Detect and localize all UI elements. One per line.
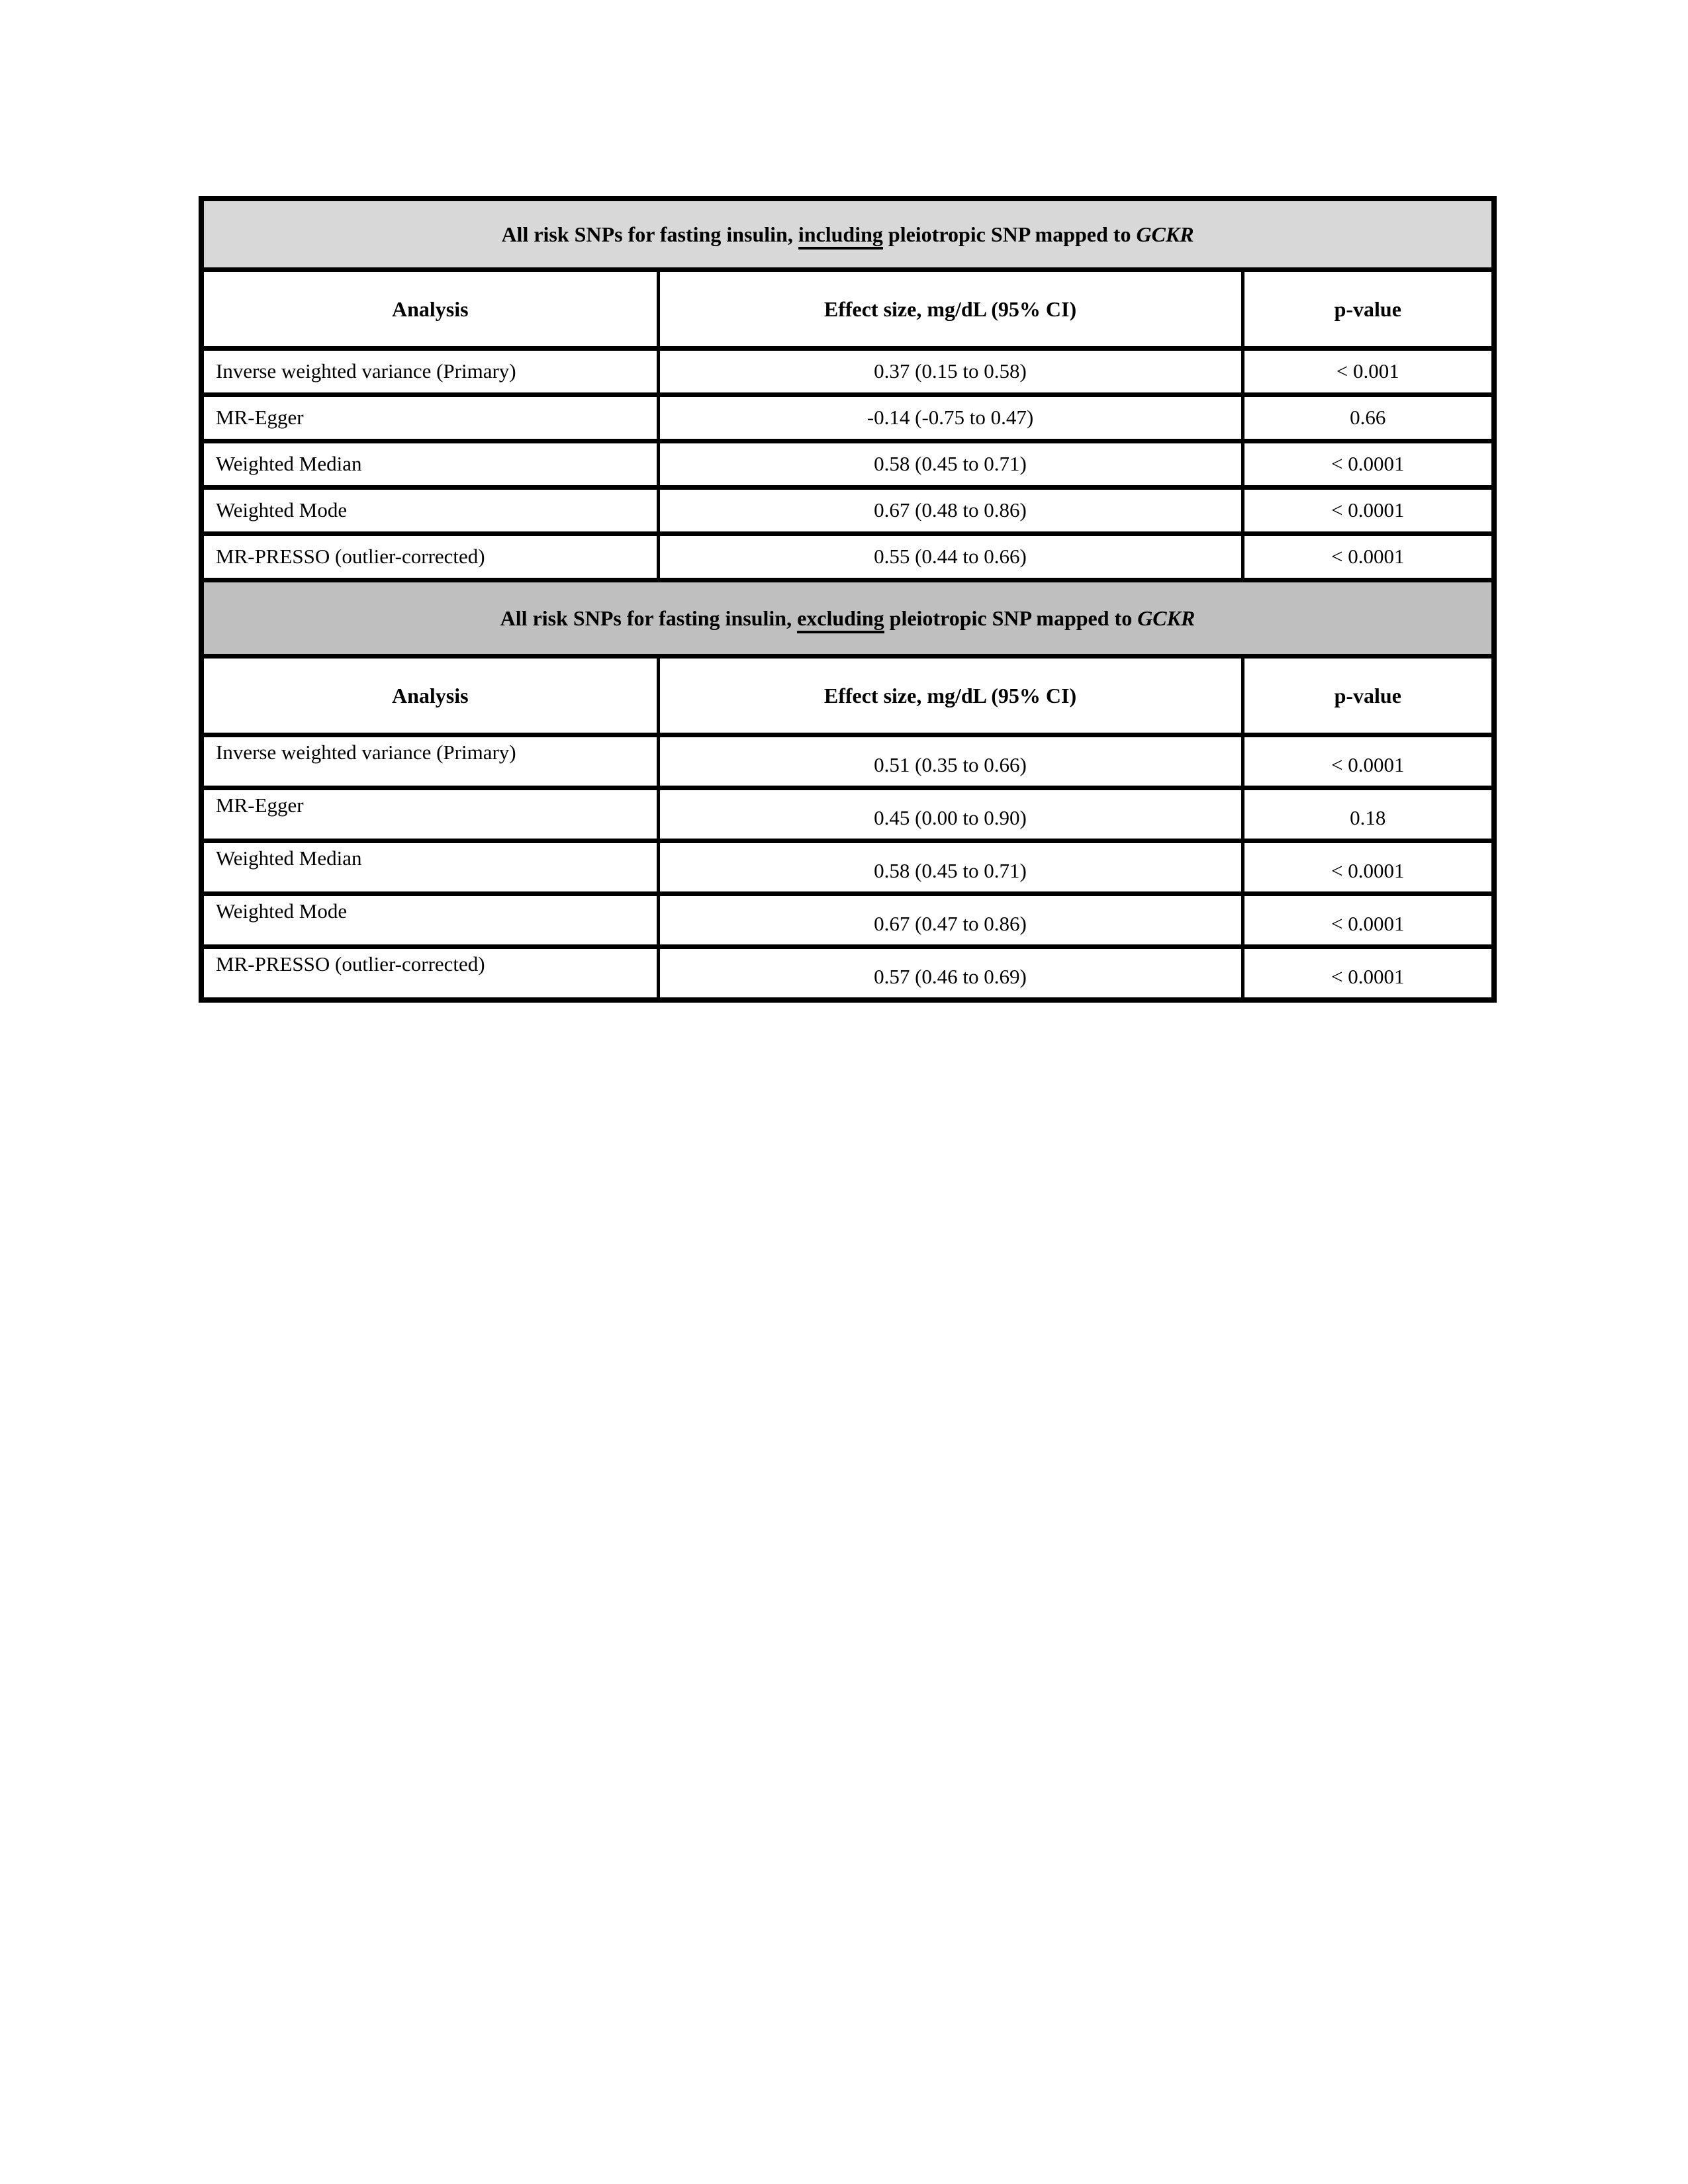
- table1-title-prefix: All risk SNPs for fasting insulin,: [501, 222, 798, 246]
- table1-title-band: [201, 199, 1494, 270]
- table2-row-mr-egger: [201, 788, 1494, 841]
- analysis-cell: Inverse weighted variance (Primary): [201, 349, 658, 395]
- p-value-cell: 0.18: [1243, 788, 1494, 841]
- table2-title-prefix: All risk SNPs for fasting insulin,: [500, 606, 798, 630]
- p-value-cell: < 0.0001: [1243, 841, 1494, 894]
- table1-title-underlined-word: including: [798, 222, 883, 250]
- effect-size-cell: 0.55 (0.44 to 0.66): [658, 534, 1243, 580]
- mr-results-table: [199, 196, 1497, 1003]
- p-value-cell: < 0.0001: [1243, 534, 1494, 580]
- table1-row-weighted-mode: [201, 488, 1494, 534]
- table2-title-middle: pleiotropic SNP mapped to: [884, 606, 1138, 630]
- table2-title-underlined-word: excluding: [797, 606, 884, 633]
- effect-size-cell: 0.51 (0.35 to 0.66): [658, 735, 1243, 788]
- analysis-cell: Weighted Median: [201, 441, 658, 488]
- table1-row-mr-egger: [201, 395, 1494, 441]
- p-value-cell: < 0.0001: [1243, 735, 1494, 788]
- table1-header-p-value: p-value: [1243, 270, 1494, 349]
- p-value-cell: < 0.0001: [1243, 894, 1494, 947]
- table2-header-effect-size: Effect size, mg/dL (95% CI): [658, 657, 1243, 735]
- table2-header-p-value: p-value: [1243, 657, 1494, 735]
- table2-title-band: [201, 580, 1494, 657]
- table2-title-row: [201, 580, 1494, 657]
- p-value-cell: < 0.001: [1243, 349, 1494, 395]
- p-value-cell: < 0.0001: [1243, 488, 1494, 534]
- p-value-cell: < 0.0001: [1243, 947, 1494, 1001]
- effect-size-cell: 0.58 (0.45 to 0.71): [658, 441, 1243, 488]
- effect-size-cell: 0.67 (0.47 to 0.86): [658, 894, 1243, 947]
- analysis-cell: MR-Egger: [201, 788, 658, 841]
- effect-size-cell: 0.67 (0.48 to 0.86): [658, 488, 1243, 534]
- p-value-cell: 0.66: [1243, 395, 1494, 441]
- effect-size-cell: 0.57 (0.46 to 0.69): [658, 947, 1243, 1001]
- effect-size-cell: 0.45 (0.00 to 0.90): [658, 788, 1243, 841]
- table1-title-middle: pleiotropic SNP mapped to: [882, 222, 1137, 246]
- table2-row-weighted-mode: [201, 894, 1494, 947]
- table2-header-analysis: Analysis: [201, 657, 658, 735]
- effect-size-cell: -0.14 (-0.75 to 0.47): [658, 395, 1243, 441]
- table2-row-weighted-median: [201, 841, 1494, 894]
- analysis-cell: Weighted Mode: [201, 488, 658, 534]
- analysis-cell: MR-PRESSO (outlier-corrected): [201, 534, 658, 580]
- table1-row-weighted-median: [201, 441, 1494, 488]
- analysis-cell: MR-Egger: [201, 395, 658, 441]
- table1-gene-name: GCKR: [1136, 222, 1194, 246]
- effect-size-cell: 0.58 (0.45 to 0.71): [658, 841, 1243, 894]
- table1-title-row: [201, 199, 1494, 270]
- table1-row-mr-presso: [201, 534, 1494, 580]
- table1-header-row: [201, 270, 1494, 349]
- table1-row-ivw: [201, 349, 1494, 395]
- analysis-cell: MR-PRESSO (outlier-corrected): [201, 947, 658, 1001]
- p-value-cell: < 0.0001: [1243, 441, 1494, 488]
- effect-size-cell: 0.37 (0.15 to 0.58): [658, 349, 1243, 395]
- table2-header-row: [201, 657, 1494, 735]
- analysis-cell: Weighted Mode: [201, 894, 658, 947]
- table2-gene-name: GCKR: [1137, 606, 1196, 630]
- table1-header-effect-size: Effect size, mg/dL (95% CI): [658, 270, 1243, 349]
- table1-header-analysis: Analysis: [201, 270, 658, 349]
- table2-row-ivw: [201, 735, 1494, 788]
- table2-row-mr-presso: [201, 947, 1494, 1001]
- analysis-cell: Weighted Median: [201, 841, 658, 894]
- analysis-cell: Inverse weighted variance (Primary): [201, 735, 658, 788]
